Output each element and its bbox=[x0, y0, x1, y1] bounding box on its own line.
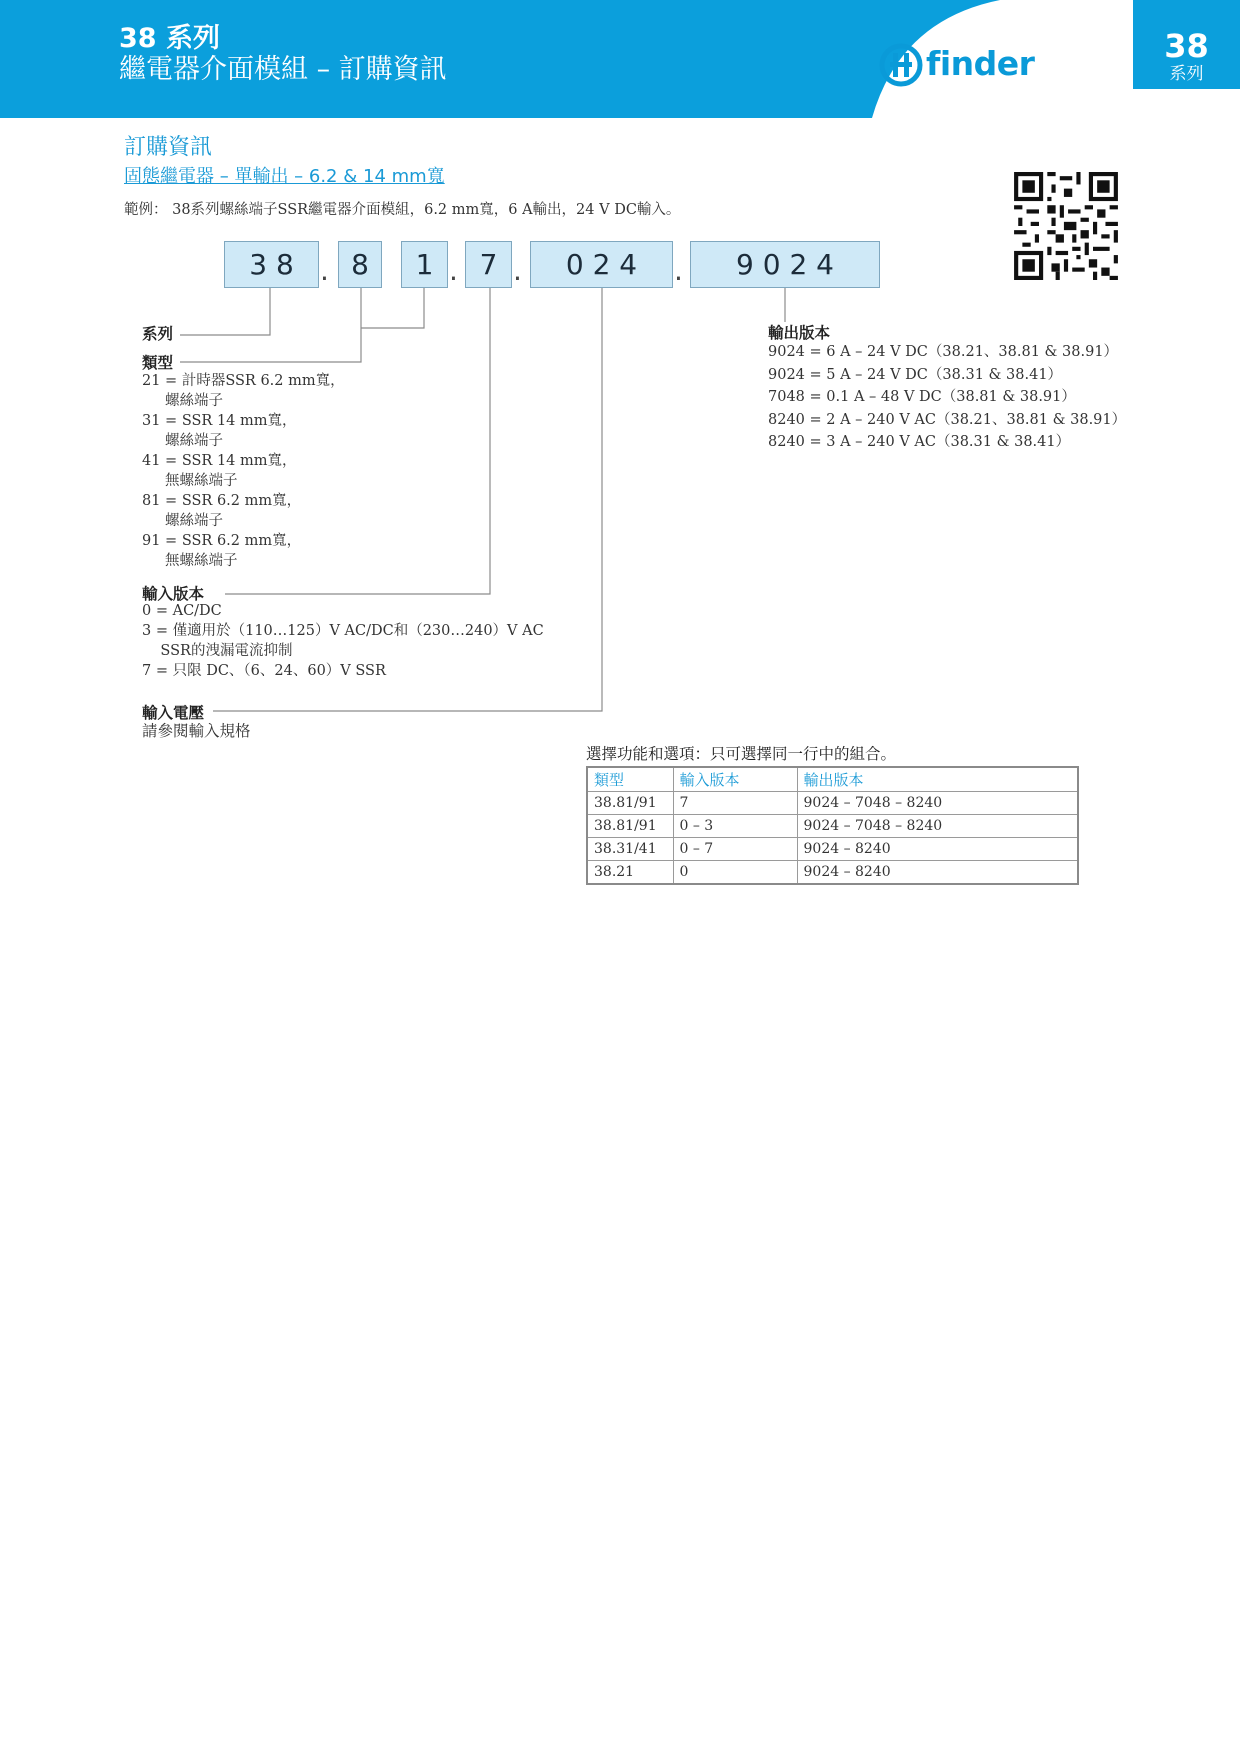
cell-type: 38.31/41 bbox=[587, 838, 673, 861]
example-text: 範例： 38系列螺絲端子SSR繼電器介面模組，6.2 mm寬，6 A輸出，24 V DC輸入。 bbox=[124, 202, 681, 218]
output-version-options: 9024 = 6 A – 24 V DC（38.21、38.81 & 38.91） 9024 = 5 A – 24 V DC（38.31 & 38.41） 7048 = 0.1 A – 48 V DC（38.81 & 38.91） 8240 = 2 A – 240 V AC（38.21、38.81 & 38.91） 8240 = 3 A – 240 V AC（38.31 & 38.41） bbox=[768, 344, 1127, 450]
code-box-output-version: 9 0 2 4 bbox=[690, 241, 880, 288]
cell-type: 38.21 bbox=[587, 861, 673, 885]
series-heading: 38 系列 bbox=[119, 23, 220, 54]
code-box-type-2: 1 bbox=[401, 241, 448, 288]
cell-input-version: 0 – 3 bbox=[673, 815, 797, 838]
type-options: 21 = 計時器SSR 6.2 mm寬， 螺絲端子 31 = SSR 14 mm寬， 螺絲端子 41 = SSR 14 mm寬， 無螺絲端子 81 = SSR 6.2 mm寬， 螺絲端子 91 = SSR 6.2 mm寬， 無螺絲端子 bbox=[142, 373, 345, 569]
table-row bbox=[587, 792, 1078, 815]
cell-output-version: 9024 – 8240 bbox=[797, 861, 1078, 885]
input-voltage-label: 輸入電壓 bbox=[142, 704, 205, 722]
series-tab-number: 38 bbox=[1164, 27, 1209, 65]
series-label: 系列 bbox=[142, 325, 174, 343]
code-box-series: 3 8 bbox=[224, 241, 319, 288]
table-row bbox=[587, 815, 1078, 838]
finder-logo bbox=[878, 42, 1058, 92]
column-header-output-version: 輸出版本 bbox=[797, 767, 1078, 792]
options-table bbox=[586, 766, 1079, 885]
page-title: 繼電器介面模組 – 訂購資訊 bbox=[119, 54, 447, 85]
input-voltage-note: 請參閱輸入規格 bbox=[142, 722, 251, 740]
section-title: 訂購資訊 bbox=[124, 135, 213, 160]
output-version-label: 輸出版本 bbox=[768, 324, 831, 342]
code-separator: . bbox=[320, 254, 329, 287]
cell-type: 38.81/91 bbox=[587, 792, 673, 815]
code-box-input-voltage: 0 2 4 bbox=[530, 241, 673, 288]
column-header-type: 類型 bbox=[587, 767, 673, 792]
code-separator: . bbox=[513, 254, 522, 287]
brand-name: finder bbox=[926, 44, 1035, 83]
column-header-input-version: 輸入版本 bbox=[673, 767, 797, 792]
options-title: 選擇功能和選項：只可選擇同一行中的組合。 bbox=[586, 745, 897, 763]
code-separator: . bbox=[449, 254, 458, 287]
cell-input-version: 7 bbox=[673, 792, 797, 815]
section-subtitle[interactable]: 固態繼電器 – 單輸出 – 6.2 & 14 mm寬 bbox=[124, 166, 445, 187]
table-row bbox=[587, 838, 1078, 861]
type-label: 類型 bbox=[142, 354, 174, 372]
code-box-input-version: 7 bbox=[465, 241, 512, 288]
qr-code[interactable] bbox=[1014, 172, 1118, 280]
input-version-label: 輸入版本 bbox=[142, 585, 205, 603]
cell-output-version: 9024 – 8240 bbox=[797, 838, 1078, 861]
options-header-row bbox=[587, 767, 1078, 792]
code-separator: . bbox=[674, 254, 683, 287]
series-tab-label: 系列 bbox=[1169, 64, 1204, 84]
cell-input-version: 0 bbox=[673, 861, 797, 885]
table-row bbox=[587, 861, 1078, 885]
code-box-type-1: 8 bbox=[338, 241, 382, 288]
input-version-options: 0 = AC/DC 3 = 僅適用於（110…125）V AC/DC和（230…240）V AC SSR的洩漏電流抑制 7 = 只限 DC、（6、24、60）V SSR bbox=[142, 603, 544, 679]
cell-input-version: 0 – 7 bbox=[673, 838, 797, 861]
finder-logo-icon bbox=[878, 42, 924, 88]
cell-type: 38.81/91 bbox=[587, 815, 673, 838]
cell-output-version: 9024 – 7048 – 8240 bbox=[797, 792, 1078, 815]
cell-output-version: 9024 – 7048 – 8240 bbox=[797, 815, 1078, 838]
